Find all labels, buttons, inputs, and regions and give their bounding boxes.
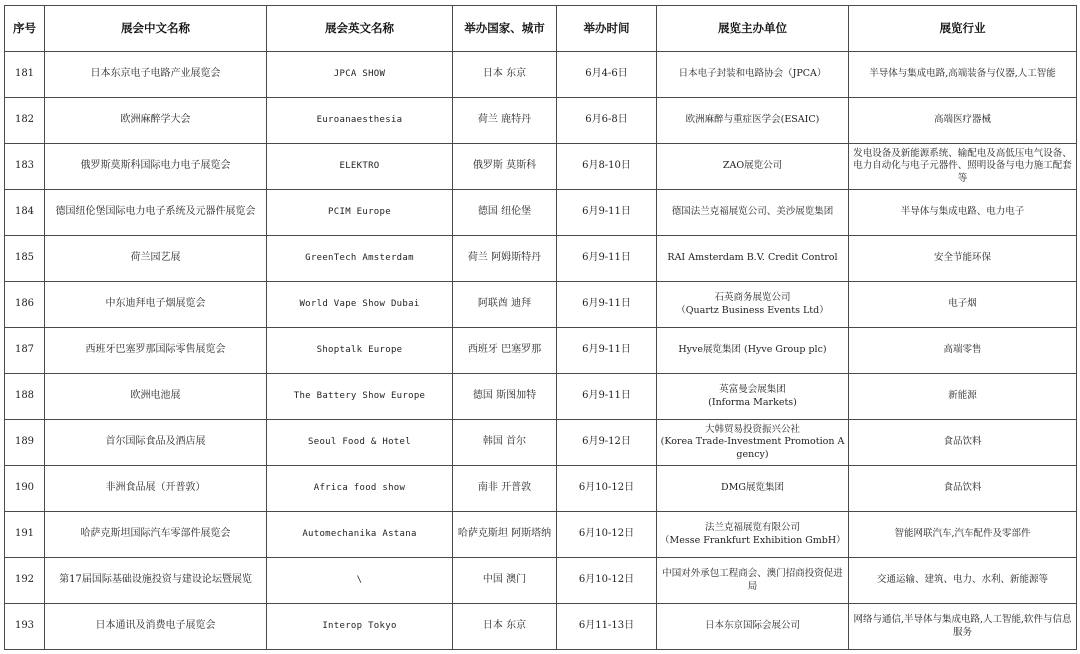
cell-date: 6月10-12日 <box>557 512 657 558</box>
cell-industry: 食品饮料 <box>849 466 1077 512</box>
cell-country-city: 韩国 首尔 <box>453 420 557 466</box>
cell-industry: 食品饮料 <box>849 420 1077 466</box>
cell-date: 6月9-11日 <box>557 374 657 420</box>
cell-organizer: 日本东京国际会展公司 <box>657 604 849 650</box>
table-header <box>5 6 1077 52</box>
cell-organizer: 英富曼会展集团 (Informa Markets) <box>657 374 849 420</box>
cell-chinese-name: 荷兰园艺展 <box>45 236 267 282</box>
table-row <box>5 466 1077 512</box>
cell-english-name: Seoul Food & Hotel <box>267 420 453 466</box>
header-english-name: 展会英文名称 <box>267 6 453 52</box>
table-row <box>5 420 1077 466</box>
cell-country-city: 德国 纽伦堡 <box>453 190 557 236</box>
cell-date: 6月10-12日 <box>557 466 657 512</box>
header-organizer: 展览主办单位 <box>657 6 849 52</box>
cell-serial-number: 188 <box>5 374 45 420</box>
cell-english-name: GreenTech Amsterdam <box>267 236 453 282</box>
cell-industry: 半导体与集成电路,高端装备与仪器,人工智能 <box>849 52 1077 98</box>
cell-chinese-name: 欧洲电池展 <box>45 374 267 420</box>
table-row <box>5 374 1077 420</box>
cell-english-name: \ <box>267 558 453 604</box>
header-chinese-name: 展会中文名称 <box>45 6 267 52</box>
cell-date: 6月9-11日 <box>557 236 657 282</box>
cell-serial-number: 182 <box>5 98 45 144</box>
cell-country-city: 西班牙 巴塞罗那 <box>453 328 557 374</box>
cell-organizer: DMG展览集团 <box>657 466 849 512</box>
table-row <box>5 512 1077 558</box>
cell-serial-number: 189 <box>5 420 45 466</box>
cell-country-city: 中国 澳门 <box>453 558 557 604</box>
exhibition-table <box>4 5 1077 650</box>
cell-serial-number: 181 <box>5 52 45 98</box>
cell-country-city: 日本 东京 <box>453 52 557 98</box>
cell-english-name: Automechanika Astana <box>267 512 453 558</box>
cell-serial-number: 183 <box>5 144 45 190</box>
cell-industry: 智能网联汽车,汽车配件及零部件 <box>849 512 1077 558</box>
table-row <box>5 236 1077 282</box>
cell-organizer: 石英商务展览公司 （Quartz Business Events Ltd） <box>657 282 849 328</box>
cell-chinese-name: 第17届国际基础设施投资与建设论坛暨展览 <box>45 558 267 604</box>
cell-organizer: 德国法兰克福展览公司、美沙展览集团 <box>657 190 849 236</box>
cell-organizer: 大韩贸易投资振兴公社 (Korea Trade-Investment Promotion Agency) <box>657 420 849 466</box>
cell-country-city: 俄罗斯 莫斯科 <box>453 144 557 190</box>
cell-date: 6月4-6日 <box>557 52 657 98</box>
header-row <box>5 6 1077 52</box>
cell-english-name: JPCA SHOW <box>267 52 453 98</box>
table-row <box>5 190 1077 236</box>
cell-english-name: PCIM Europe <box>267 190 453 236</box>
cell-english-name: Euroanaesthesia <box>267 98 453 144</box>
cell-country-city: 荷兰 鹿特丹 <box>453 98 557 144</box>
exhibition-table-container <box>4 5 1077 650</box>
cell-date: 6月11-13日 <box>557 604 657 650</box>
cell-serial-number: 187 <box>5 328 45 374</box>
cell-country-city: 阿联酋 迪拜 <box>453 282 557 328</box>
cell-industry: 半导体与集成电路、电力电子 <box>849 190 1077 236</box>
cell-serial-number: 185 <box>5 236 45 282</box>
cell-industry: 电子烟 <box>849 282 1077 328</box>
header-serial-number: 序号 <box>5 6 45 52</box>
cell-chinese-name: 欧洲麻醉学大会 <box>45 98 267 144</box>
cell-industry: 新能源 <box>849 374 1077 420</box>
cell-industry: 安全节能环保 <box>849 236 1077 282</box>
cell-organizer: 欧洲麻醉与重症医学会(ESAIC) <box>657 98 849 144</box>
cell-chinese-name: 首尔国际食品及酒店展 <box>45 420 267 466</box>
cell-english-name: Interop Tokyo <box>267 604 453 650</box>
cell-serial-number: 190 <box>5 466 45 512</box>
cell-chinese-name: 非洲食品展（开普敦） <box>45 466 267 512</box>
table-row <box>5 52 1077 98</box>
cell-serial-number: 193 <box>5 604 45 650</box>
cell-organizer: ZAO展览公司 <box>657 144 849 190</box>
cell-chinese-name: 中东迪拜电子烟展览会 <box>45 282 267 328</box>
table-row <box>5 98 1077 144</box>
header-country-city: 举办国家、城市 <box>453 6 557 52</box>
cell-date: 6月9-11日 <box>557 190 657 236</box>
cell-serial-number: 186 <box>5 282 45 328</box>
cell-organizer: 日本电子封装和电路协会（JPCA） <box>657 52 849 98</box>
header-industry: 展览行业 <box>849 6 1077 52</box>
cell-chinese-name: 哈萨克斯坦国际汽车零部件展览会 <box>45 512 267 558</box>
cell-english-name: World Vape Show Dubai <box>267 282 453 328</box>
cell-serial-number: 184 <box>5 190 45 236</box>
cell-country-city: 哈萨克斯坦 阿斯塔纳 <box>453 512 557 558</box>
cell-chinese-name: 俄罗斯莫斯科国际电力电子展览会 <box>45 144 267 190</box>
cell-industry: 发电设备及新能源系统、输配电及高低压电气设备、电力自动化与电子元器件、照明设备与电力施工配套等 <box>849 144 1077 190</box>
cell-industry: 交通运输、建筑、电力、水利、新能源等 <box>849 558 1077 604</box>
cell-chinese-name: 日本东京电子电路产业展览会 <box>45 52 267 98</box>
cell-serial-number: 192 <box>5 558 45 604</box>
cell-country-city: 日本 东京 <box>453 604 557 650</box>
header-date: 举办时间 <box>557 6 657 52</box>
cell-date: 6月10-12日 <box>557 558 657 604</box>
cell-country-city: 荷兰 阿姆斯特丹 <box>453 236 557 282</box>
cell-english-name: Africa food show <box>267 466 453 512</box>
cell-english-name: Shoptalk Europe <box>267 328 453 374</box>
cell-industry: 高端医疗器械 <box>849 98 1077 144</box>
cell-organizer: 中国对外承包工程商会、澳门招商投资促进局 <box>657 558 849 604</box>
cell-organizer: RAI Amsterdam B.V. Credit Control <box>657 236 849 282</box>
table-row <box>5 558 1077 604</box>
cell-chinese-name: 西班牙巴塞罗那国际零售展览会 <box>45 328 267 374</box>
cell-industry: 高端零售 <box>849 328 1077 374</box>
table-row <box>5 328 1077 374</box>
table-row <box>5 604 1077 650</box>
cell-date: 6月9-12日 <box>557 420 657 466</box>
cell-organizer: Hyve展览集团 (Hyve Group plc) <box>657 328 849 374</box>
cell-country-city: 德国 斯图加特 <box>453 374 557 420</box>
cell-date: 6月9-11日 <box>557 328 657 374</box>
cell-country-city: 南非 开普敦 <box>453 466 557 512</box>
cell-english-name: The Battery Show Europe <box>267 374 453 420</box>
cell-industry: 网络与通信,半导体与集成电路,人工智能,软件与信息服务 <box>849 604 1077 650</box>
cell-chinese-name: 德国纽伦堡国际电力电子系统及元器件展览会 <box>45 190 267 236</box>
table-row <box>5 144 1077 190</box>
cell-english-name: ELEKTRO <box>267 144 453 190</box>
cell-date: 6月6-8日 <box>557 98 657 144</box>
cell-chinese-name: 日本通讯及消费电子展览会 <box>45 604 267 650</box>
cell-date: 6月8-10日 <box>557 144 657 190</box>
table-row <box>5 282 1077 328</box>
cell-organizer: 法兰克福展览有限公司 （Messe Frankfurt Exhibition GmbH） <box>657 512 849 558</box>
cell-serial-number: 191 <box>5 512 45 558</box>
table-body <box>5 52 1077 650</box>
cell-date: 6月9-11日 <box>557 282 657 328</box>
